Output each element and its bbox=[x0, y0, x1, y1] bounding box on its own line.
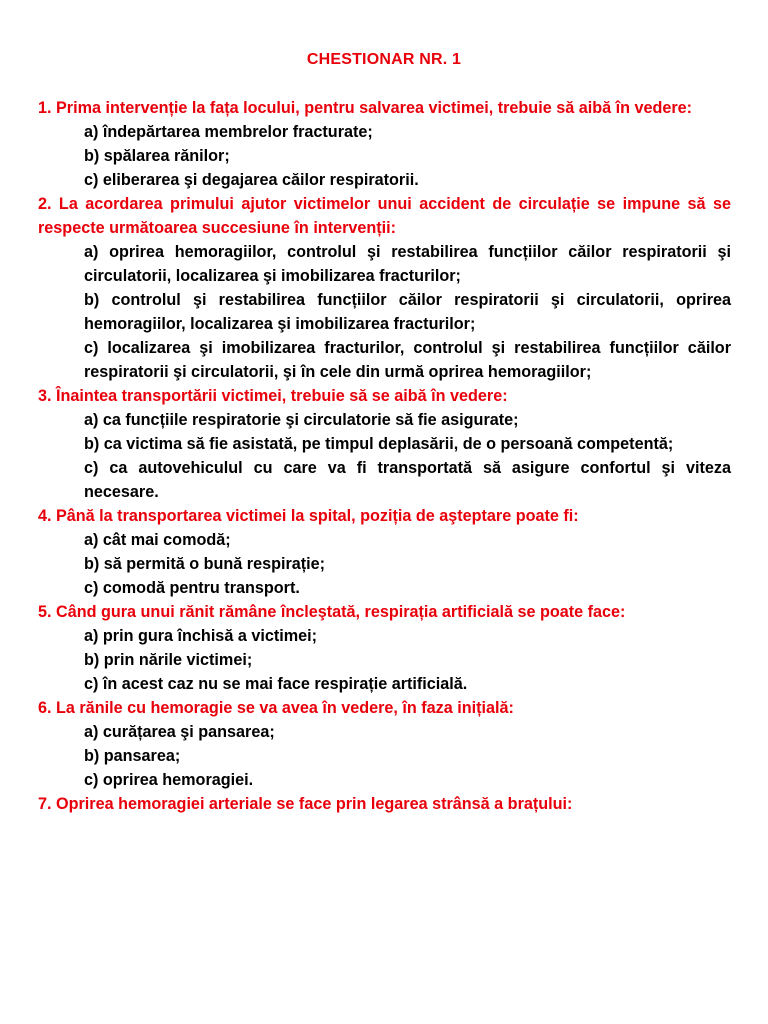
questionnaire-body bbox=[38, 96, 731, 816]
question-4-option-a: a) cât mai comodă; bbox=[84, 531, 231, 549]
question-2-option-b: b) controlul şi restabilirea funcțiilor căilor respiratorii şi circulatorii, oprirea hemoragiilor, localizarea şi imobilizarea fracturilor; bbox=[84, 291, 731, 333]
question-2-option-c: c) localizarea şi imobilizarea fracturilor, controlul şi restabilirea funcțiilor căilor respiratorii şi circulatorii, şi în cele din urmă oprirea hemoragiilor; bbox=[84, 339, 731, 381]
question-5: 5. Când gura unui rănit rămâne încleştată, respirația artificială se poate face: bbox=[38, 603, 626, 621]
page-title: CHESTIONAR NR. 1 bbox=[306, 51, 462, 68]
question-5-option-a: a) prin gura închisă a victimei; bbox=[84, 627, 317, 645]
question-2: 2. La acordarea primului ajutor victimelor unui accident de circulație se impune să se respecte următoarea succesiune în intervenții: bbox=[38, 195, 731, 237]
question-1-option-c: c) eliberarea şi degajarea căilor respiratorii. bbox=[84, 171, 419, 189]
question-2-option-a: a) oprirea hemoragiilor, controlul şi restabilirea funcțiilor căilor respiratorii şi circulatorii, localizarea şi imobilizarea fracturilor; bbox=[84, 243, 731, 285]
question-5-option-c: c) în acest caz nu se mai face respirație artificială. bbox=[84, 675, 468, 693]
question-4: 4. Până la transportarea victimei la spital, poziția de aşteptare poate fi: bbox=[38, 507, 579, 525]
question-3-option-c: c) ca autovehiculul cu care va fi transportată să asigure confortul şi viteza necesare. bbox=[84, 459, 731, 501]
question-5-option-b: b) prin nările victimei; bbox=[84, 651, 253, 669]
question-1-option-a: a) îndepărtarea membrelor fracturate; bbox=[84, 123, 373, 141]
question-3-option-a: a) ca funcțiile respiratorie şi circulatorie să fie asigurate; bbox=[84, 411, 519, 429]
question-4-option-b: b) să permită o bună respirație; bbox=[84, 555, 326, 573]
question-4-option-c: c) comodă pentru transport. bbox=[84, 579, 300, 597]
question-1: 1. Prima intervenție la fața locului, pentru salvarea victimei, trebuie să aibă în vedere: bbox=[38, 99, 693, 117]
question-6-option-b: b) pansarea; bbox=[84, 747, 181, 765]
question-6-option-a: a) curățarea şi pansarea; bbox=[84, 723, 275, 741]
question-3-option-b: b) ca victima să fie asistată, pe timpul deplasării, de o persoană competentă; bbox=[84, 435, 674, 453]
question-1-option-b: b) spălarea rănilor; bbox=[84, 147, 230, 165]
question-3: 3. Înaintea transportării victimei, trebuie să se aibă în vedere: bbox=[38, 387, 508, 405]
question-7: 7. Oprirea hemoragiei arteriale se face prin legarea strânsă a brațului: bbox=[38, 795, 573, 813]
question-6: 6. La rănile cu hemoragie se va avea în vedere, în faza inițială: bbox=[38, 699, 514, 717]
question-6-option-c: c) oprirea hemoragiei. bbox=[84, 771, 254, 789]
